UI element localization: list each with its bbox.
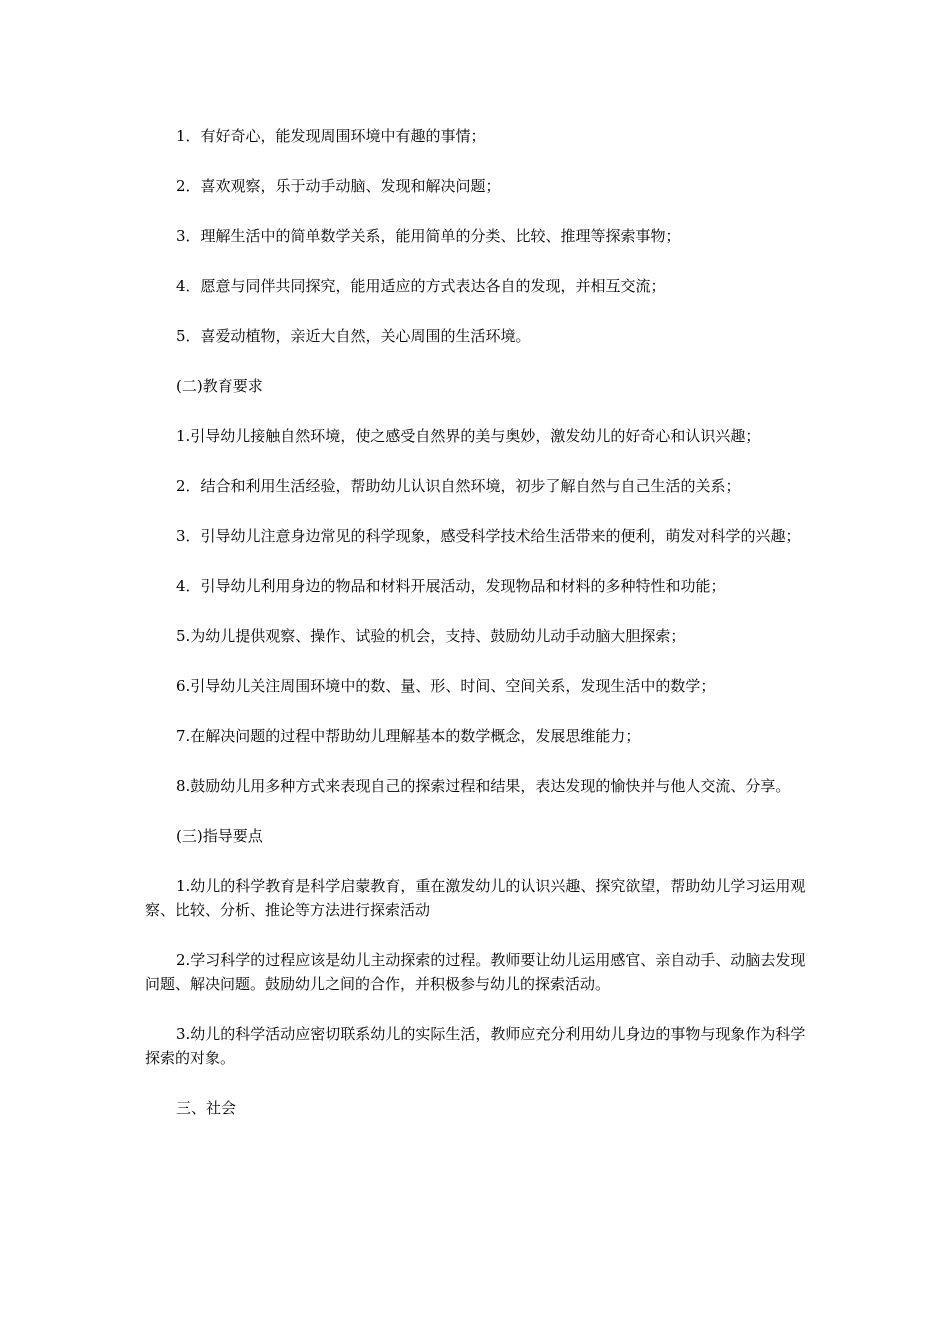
goal-item-3: 3．理解生活中的简单数学关系，能用简单的分类、比较、推理等探索事物； <box>176 227 681 245</box>
goal-item-4: 4．愿意与同伴共同探究，能用适应的方式表达各自的发现，并相互交流； <box>176 277 666 295</box>
section-heading-society: 三、社会 <box>176 1099 237 1117</box>
goal-item-5: 5．喜爱动植物，亲近大自然，关心周围的生活环境。 <box>176 327 531 345</box>
requirement-item-6: 6.引导幼儿关注周围环境中的数、量、形、时间、空间关系，发现生活中的数学； <box>176 677 716 695</box>
section-heading-guidance-points: (三)指导要点 <box>176 827 263 845</box>
goal-item-2: 2．喜欢观察，乐于动手动脑、发现和解决问题； <box>176 177 501 195</box>
requirement-item-1: 1.引导幼儿接触自然环境，使之感受自然界的美与奥妙，激发幼儿的好奇心和认识兴趣； <box>176 427 761 445</box>
guidance-item-3: 3.幼儿的科学活动应密切联系幼儿的实际生活，教师应充分利用幼儿身边的事物与现象作为科学探索的对象。 <box>145 1025 806 1067</box>
requirement-item-5: 5.为幼儿提供观察、操作、试验的机会，支持、鼓励幼儿动手动脑大胆探索； <box>176 627 686 645</box>
requirement-item-4: 4．引导幼儿利用身边的物品和材料开展活动，发现物品和材料的多种特性和功能； <box>176 577 726 595</box>
requirement-item-7: 7.在解决问题的过程中帮助幼儿理解基本的数学概念，发展思维能力； <box>176 727 641 745</box>
guidance-item-1: 1.幼儿的科学教育是科学启蒙教育，重在激发幼儿的认识兴趣、探究欲望，帮助幼儿学习运用观察、比较、分析、推论等方法进行探索活动 <box>145 877 806 919</box>
guidance-item-2: 2.学习科学的过程应该是幼儿主动探索的过程。教师要让幼儿运用感官、亲自动手、动脑去发现问题、解决问题。鼓励幼儿之间的合作，并积极参与幼儿的探索活动。 <box>145 951 806 993</box>
requirement-item-2: 2．结合和利用生活经验，帮助幼儿认识自然环境，初步了解自然与自己生活的关系； <box>176 477 741 495</box>
goal-item-1: 1．有好奇心，能发现周围环境中有趣的事情； <box>176 127 486 145</box>
section-heading-education-requirements: (二)教育要求 <box>176 377 263 395</box>
requirement-item-8: 8.鼓励幼儿用多种方式来表现自己的探索过程和结果，表达发现的愉快并与他人交流、分享。 <box>176 777 791 795</box>
requirement-item-3: 3．引导幼儿注意身边常见的科学现象，感受科学技术给生活带来的便利，萌发对科学的兴趣； <box>176 527 801 545</box>
document-body <box>145 124 810 1146</box>
